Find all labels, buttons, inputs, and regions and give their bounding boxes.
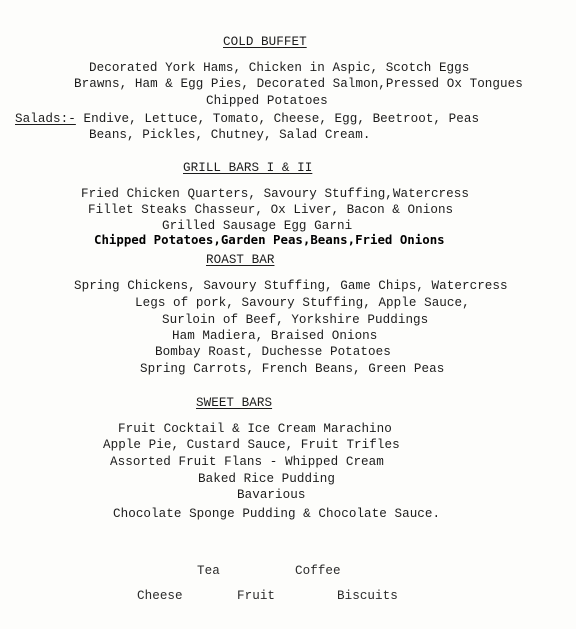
roast-bar-line-4: Ham Madiera, Braised Onions — [172, 329, 378, 343]
sweet-bars-heading: SWEET BARS — [196, 396, 273, 410]
cold-buffet-line-2: Brawns, Ham & Egg Pies, Decorated Salmon,Pressed Ox Tongues — [74, 77, 523, 91]
fruit-label: Fruit — [237, 589, 276, 603]
roast-bar-line-2: Legs of pork, Savoury Stuffing, Apple Sauce, — [135, 296, 470, 310]
sweet-bars-line-3: Assorted Fruit Flans - Whipped Cream — [110, 455, 384, 469]
sweet-bars-line-1: Fruit Cocktail & Ice Cream Marachino — [118, 422, 392, 436]
roast-bar-line-3: Surloin of Beef, Yorkshire Puddings — [162, 313, 429, 327]
roast-bar-line-5: Bombay Roast, Duchesse Potatoes — [155, 345, 391, 359]
cold-buffet-line-1: Decorated York Hams, Chicken in Aspic, Scotch Eggs — [89, 61, 470, 75]
sweet-bars-line-2: Apple Pie, Custard Sauce, Fruit Trifles — [103, 438, 400, 452]
sweet-bars-line-6: Chocolate Sponge Pudding & Chocolate Sauce. — [113, 507, 441, 521]
sweet-bars-line-5: Bavarious — [237, 488, 306, 502]
salads-text: Endive, Lettuce, Tomato, Cheese, Egg, Beetroot, Peas — [75, 112, 480, 126]
roast-bar-line-1: Spring Chickens, Savoury Stuffing, Game Chips, Watercress — [74, 279, 508, 293]
cheese-label: Cheese — [137, 589, 183, 603]
grill-bars-line-1: Fried Chicken Quarters, Savoury Stuffing,Watercress — [81, 187, 469, 201]
salads-label: Salads:- — [15, 112, 76, 126]
cold-buffet-line-3: Chipped Potatoes — [206, 94, 328, 108]
grill-bars-line-2: Fillet Steaks Chasseur, Ox Liver, Bacon & Onions — [88, 203, 454, 217]
roast-bar-heading: ROAST BAR — [206, 253, 275, 267]
salads-line — [15, 111, 479, 127]
roast-bar-line-6: Spring Carrots, French Beans, Green Peas — [140, 362, 445, 376]
cold-buffet-line-5: Beans, Pickles, Chutney, Salad Cream. — [89, 128, 371, 142]
sweet-bars-line-4: Baked Rice Pudding — [198, 472, 335, 486]
grill-bars-heading: GRILL BARS I & II — [183, 161, 313, 175]
grill-bars-line-3: Grilled Sausage Egg Garni — [162, 219, 353, 233]
tea-label: Tea — [197, 564, 220, 578]
cold-buffet-heading: COLD BUFFET — [223, 35, 307, 49]
biscuits-label: Biscuits — [337, 589, 398, 603]
coffee-label: Coffee — [295, 564, 341, 578]
grill-bars-line-4: Chipped Potatoes,Garden Peas,Beans,Fried Onions — [94, 232, 445, 247]
